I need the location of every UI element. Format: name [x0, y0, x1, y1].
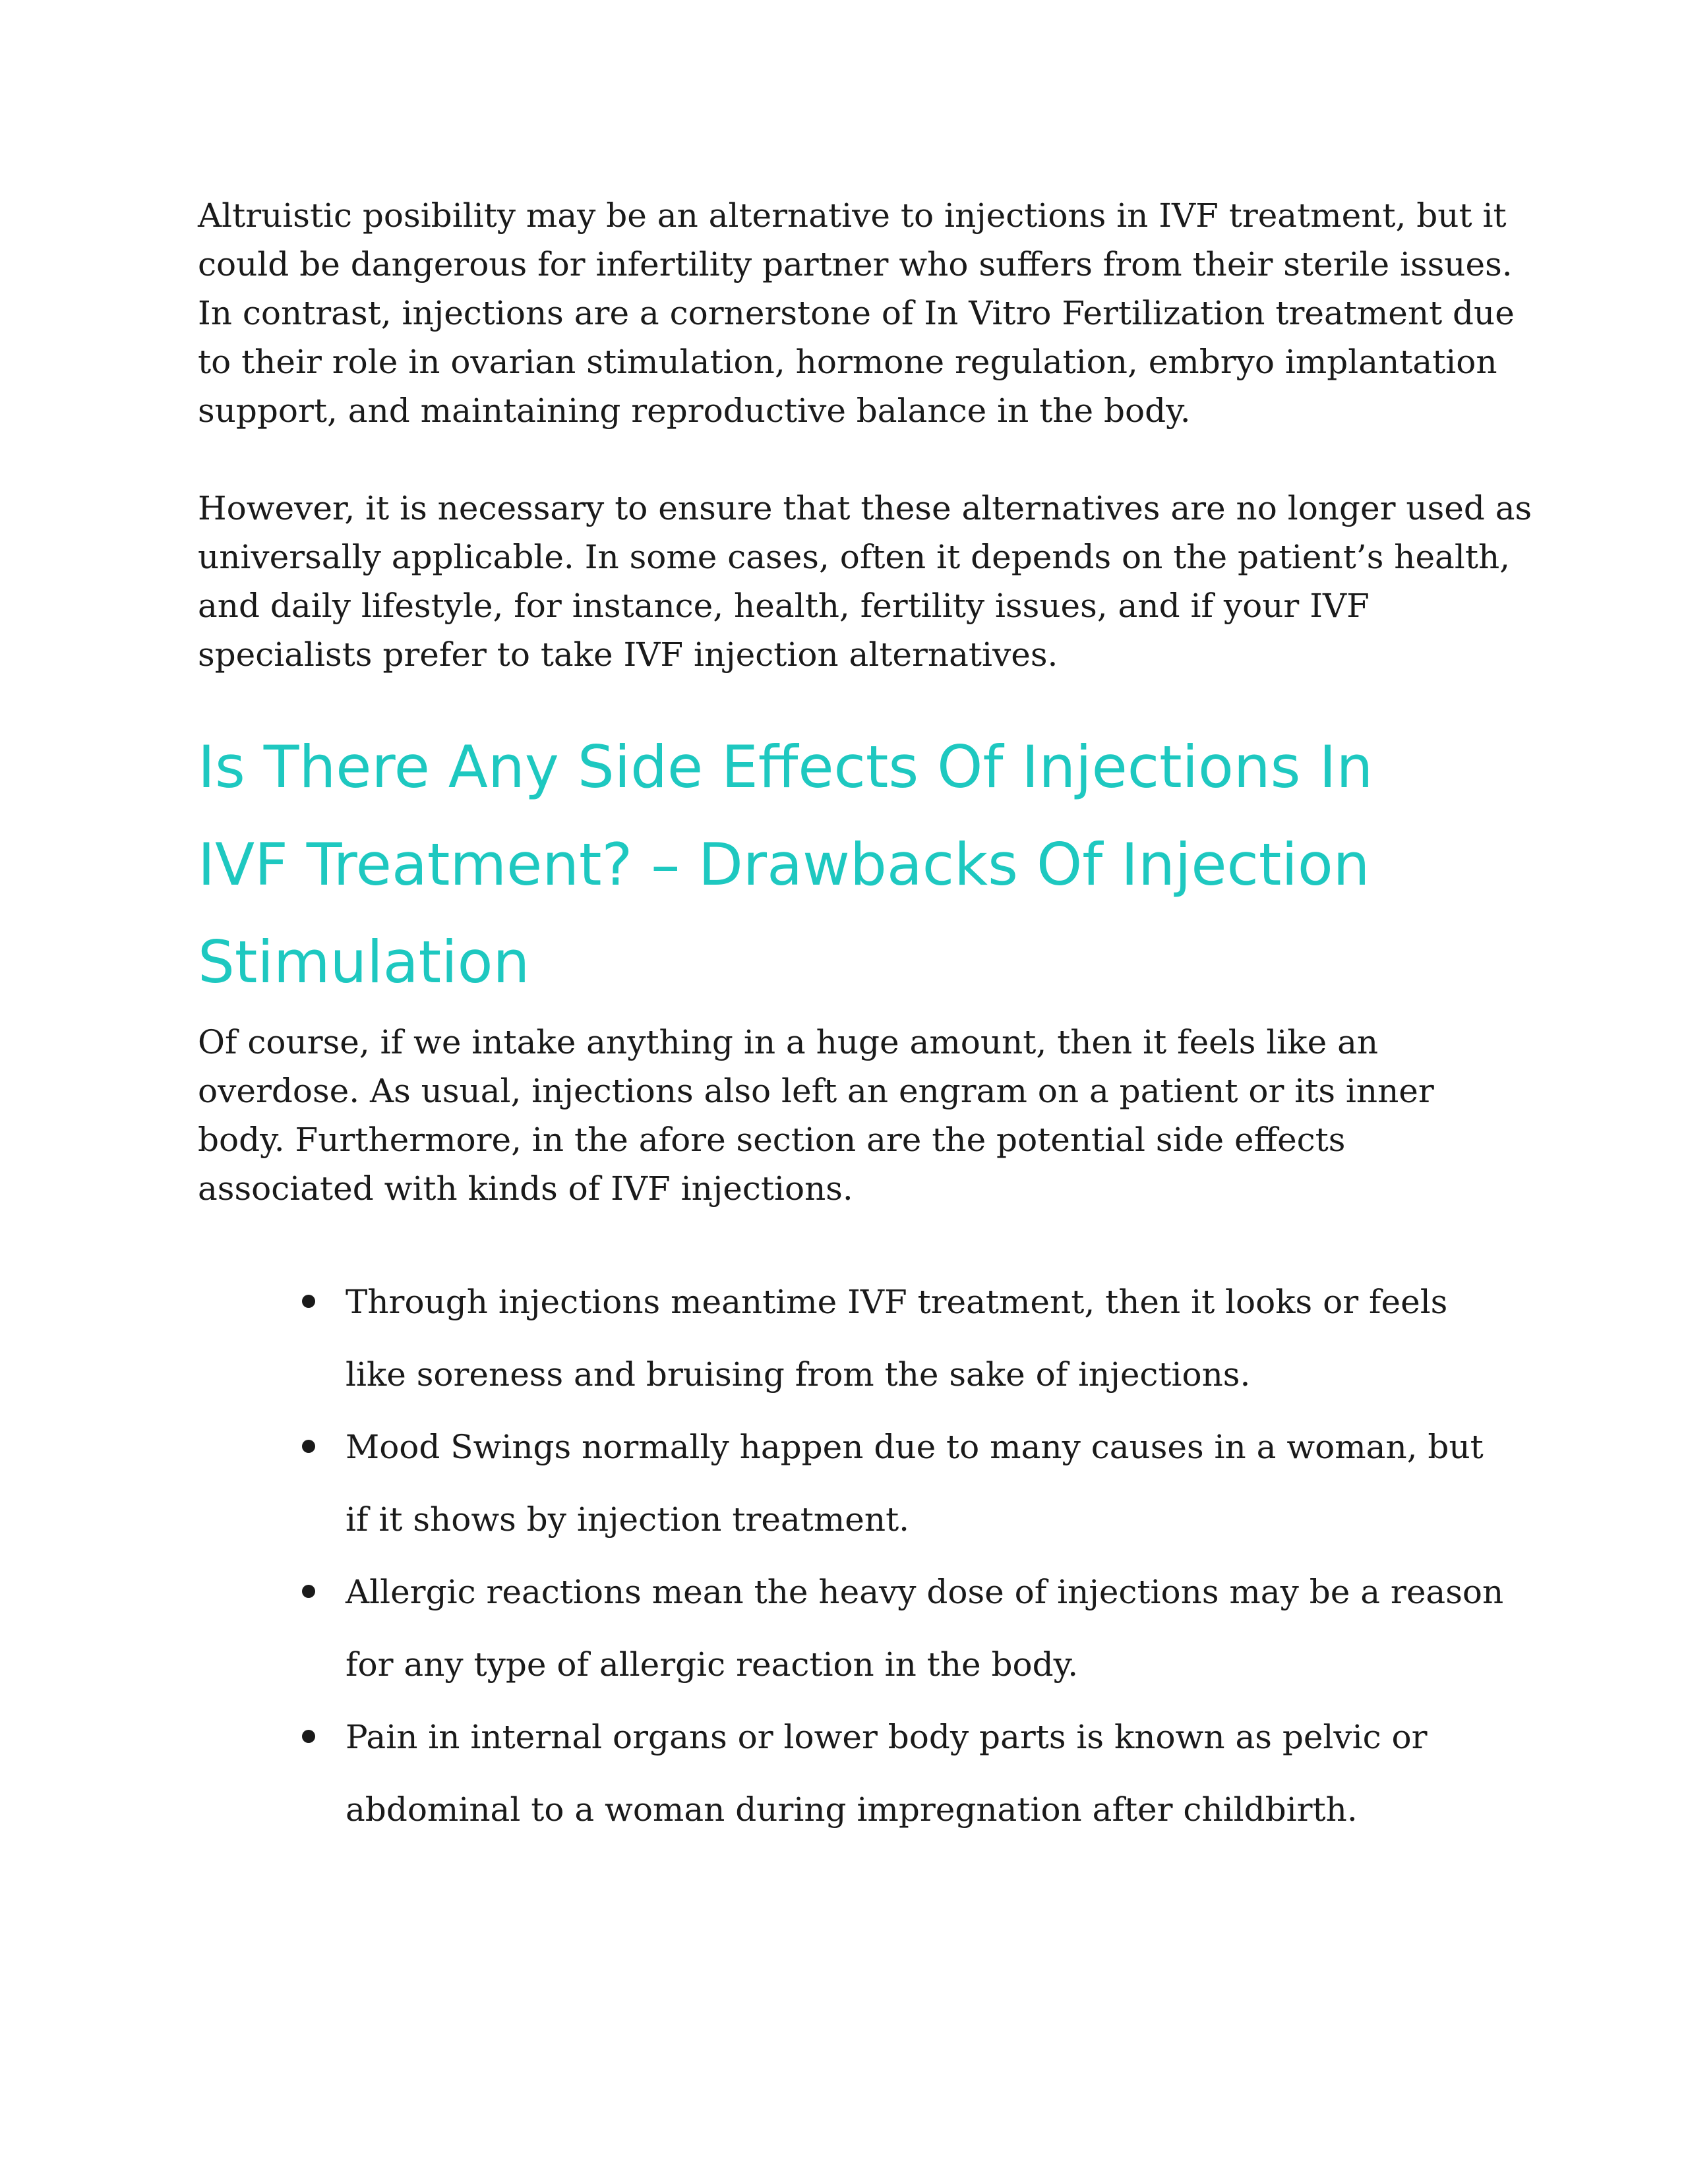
text-line: Of course, if we intake anything in a huge amount, then it feels like an	[198, 1023, 1379, 1061]
text-line: However, it is necessary to ensure that these alternatives are no longer used as	[198, 489, 1532, 527]
list-item-line: for any type of allergic reaction in the body.	[346, 1645, 1079, 1684]
heading-line: Is There Any Side Effects Of Injections In	[198, 733, 1373, 801]
section-heading	[198, 719, 1490, 1011]
bullet-icon	[302, 1585, 315, 1598]
text-line: body. Furthermore, in the afore section are the potential side effects	[198, 1121, 1346, 1159]
list-item	[198, 1411, 1490, 1556]
list-item-line: if it shows by injection treatment.	[346, 1500, 910, 1539]
list-item	[198, 1266, 1490, 1411]
text-line: universally applicable. In some cases, often it depends on the patient’s health,	[198, 538, 1511, 576]
text-line: could be dangerous for infertility partner who suffers from their sterile issues.	[198, 245, 1513, 283]
list-item-line: abdominal to a woman during impregnation after childbirth.	[346, 1790, 1358, 1829]
list-item	[198, 1701, 1490, 1846]
bullet-icon	[302, 1730, 315, 1743]
text-line: support, and maintaining reproductive balance in the body.	[198, 392, 1191, 430]
list-item-line: Allergic reactions mean the heavy dose of injections may be a reason	[346, 1573, 1504, 1611]
bullet-icon	[302, 1440, 315, 1453]
side-effects-list	[198, 1266, 1504, 1846]
text-line: to their role in ovarian stimulation, hormone regulation, embryo implantation	[198, 343, 1497, 381]
alternatives-paragraph	[198, 484, 1532, 679]
list-item-line: Through injections meantime IVF treatment, then it looks or feels	[346, 1283, 1448, 1321]
heading-line: Stimulation	[198, 928, 530, 996]
list-item-line: like soreness and bruising from the sake of injections.	[346, 1355, 1251, 1394]
list-item	[198, 1556, 1504, 1701]
bullet-icon	[302, 1295, 315, 1308]
list-item-line: Pain in internal organs or lower body parts is known as pelvic or	[346, 1718, 1428, 1756]
list-item-line: Mood Swings normally happen due to many causes in a woman, but	[346, 1428, 1484, 1466]
text-line: In contrast, injections are a cornerstone of In Vitro Fertilization treatment due	[198, 294, 1515, 332]
text-line: specialists prefer to take IVF injection alternatives.	[198, 635, 1058, 674]
text-line: overdose. As usual, injections also left an engram on a patient or its inner	[198, 1072, 1434, 1110]
text-line: associated with kinds of IVF injections.	[198, 1169, 853, 1208]
text-line: and daily lifestyle, for instance, health, fertility issues, and if your IVF	[198, 587, 1370, 625]
text-line: Altruistic posibility may be an alternative to injections in IVF treatment, but it	[198, 196, 1507, 235]
document-body	[198, 191, 1532, 1846]
side-effects-paragraph	[198, 1018, 1490, 1213]
intro-paragraph	[198, 191, 1515, 435]
heading-line: IVF Treatment? – Drawbacks Of Injection	[198, 831, 1370, 899]
